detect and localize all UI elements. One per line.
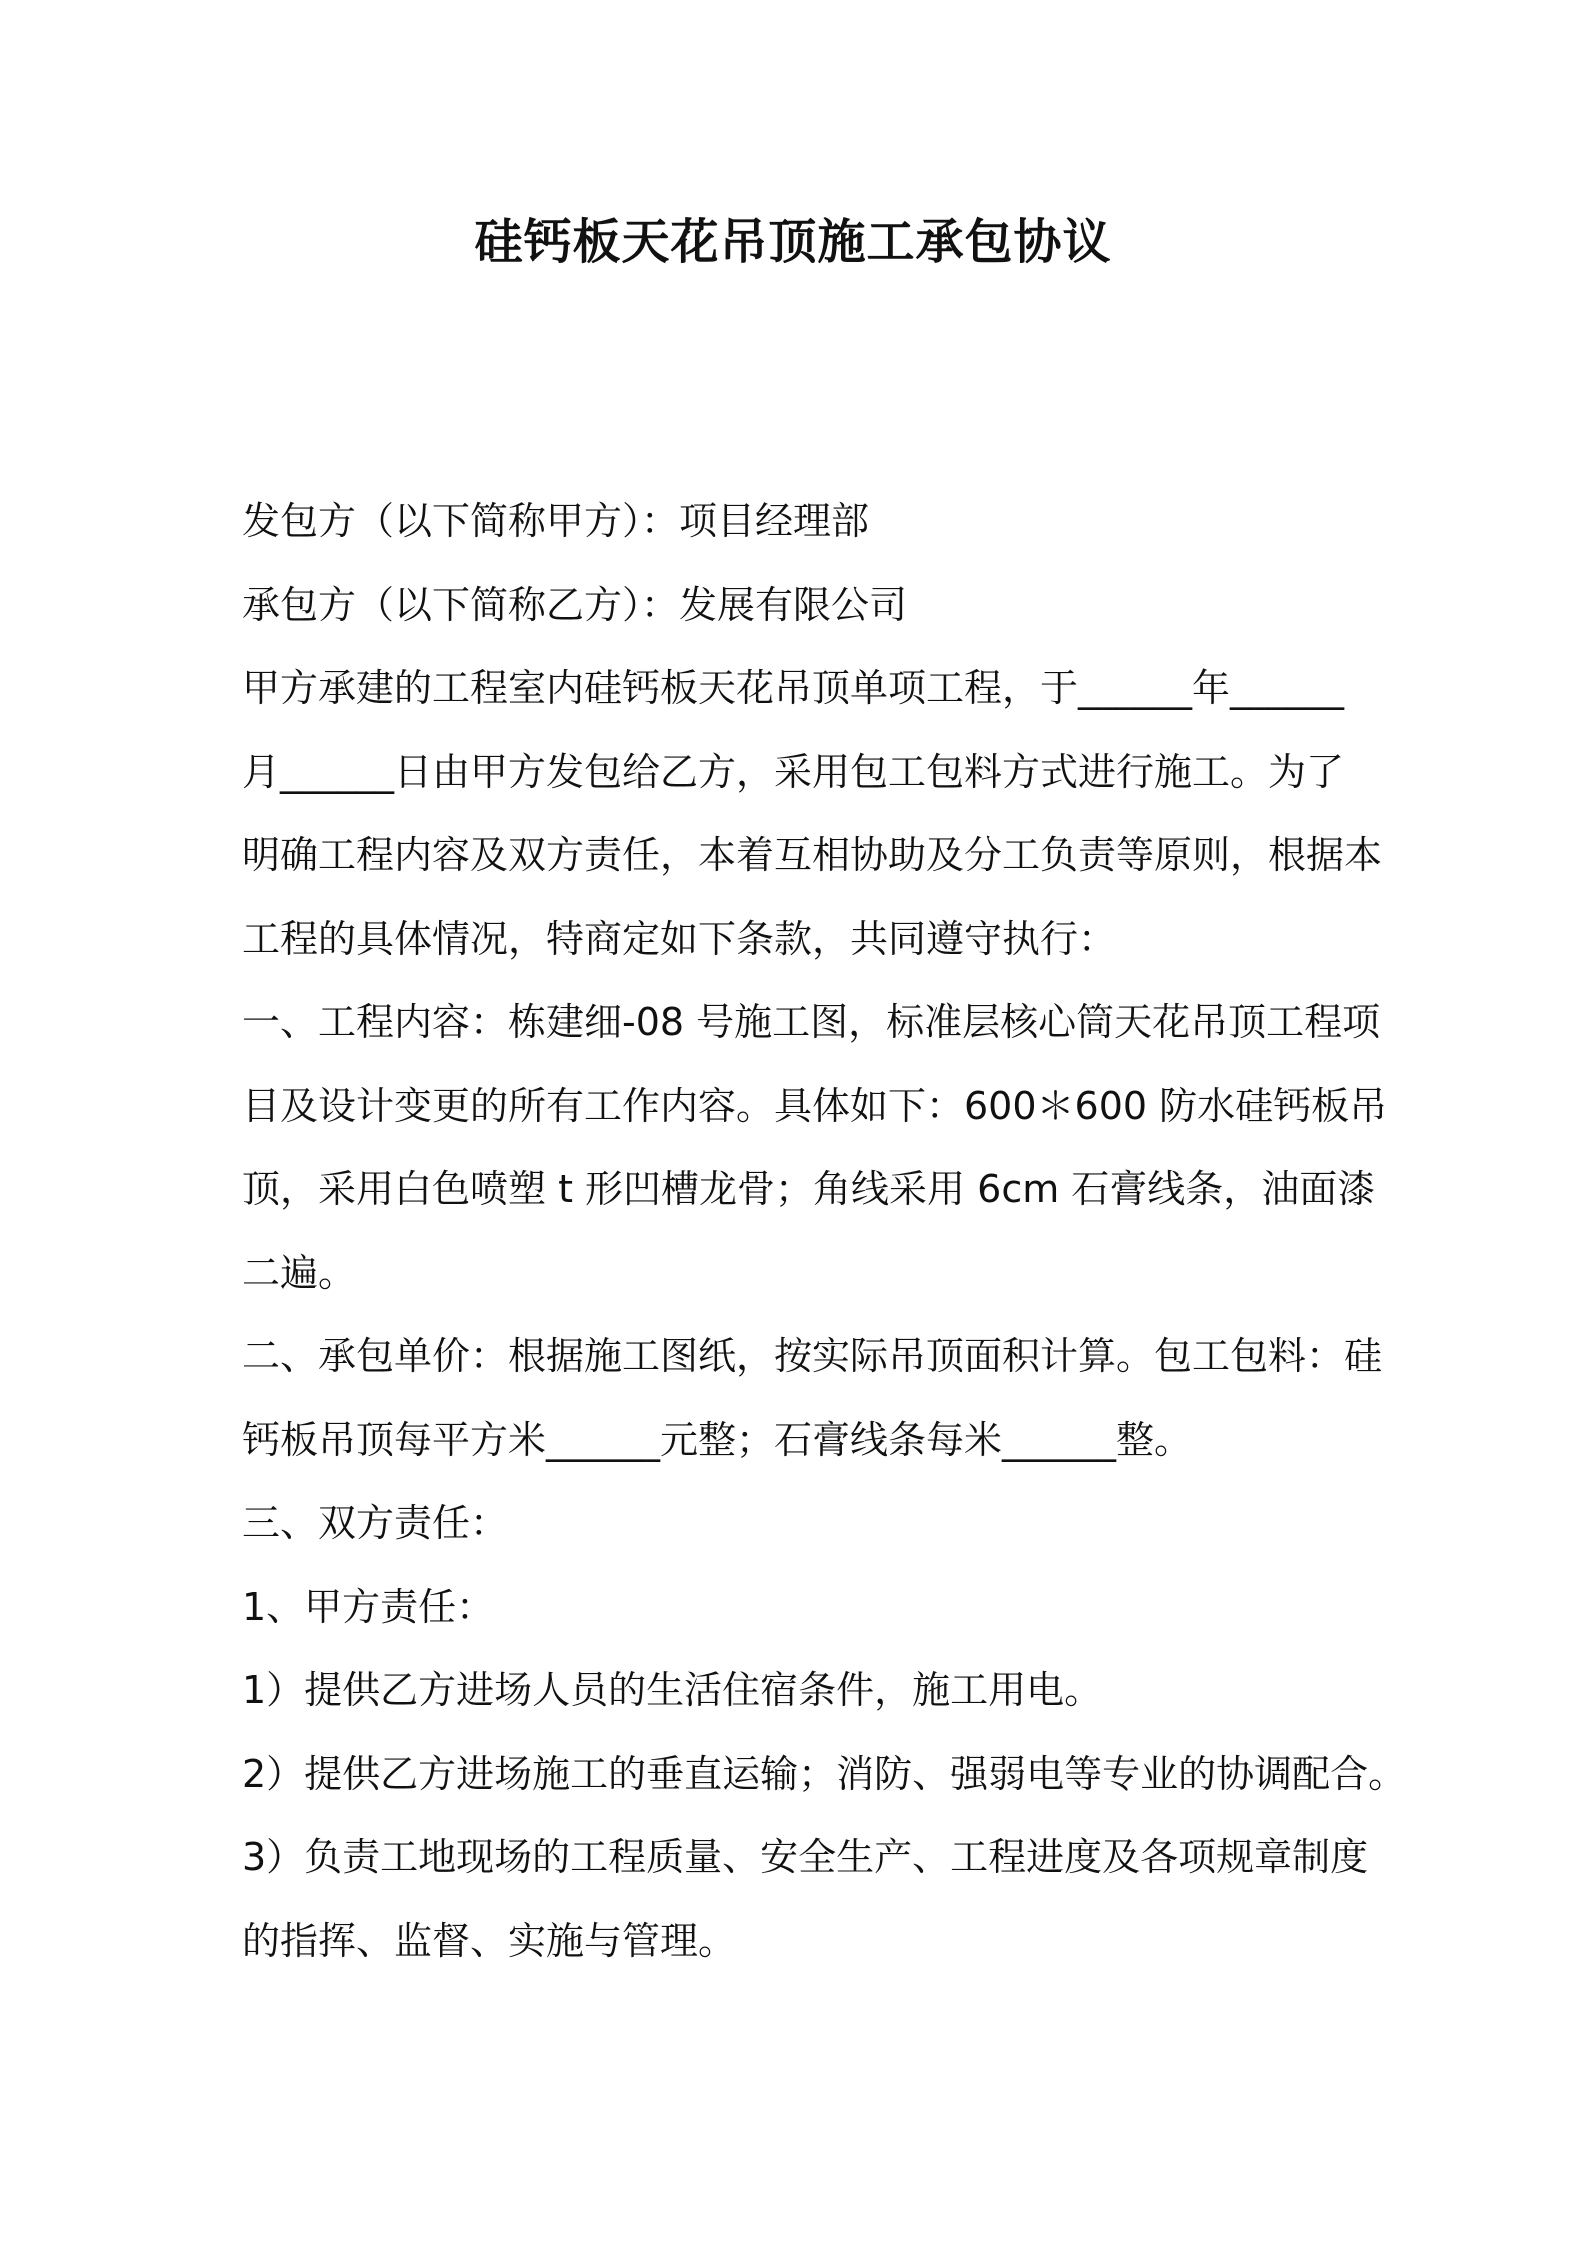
responsibility-item-3-line-2: 的指挥、监督、实施与管理。 (242, 1918, 737, 1963)
clause-3-heading: 三、双方责任： (242, 1501, 509, 1545)
document-title: 硅钙板天花吊顶施工承包协议 (474, 214, 1112, 270)
clause-2-line-1: 二、承包单价：根据施工图纸，按实际吊顶面积计算。包工包料：硅 (242, 1334, 1383, 1378)
party-a-responsibility-heading: 1、甲方责任： (242, 1584, 495, 1629)
responsibility-item-2: 2）提供乙方进场施工的垂直运输；消防、强弱电等专业的协调配合。 (242, 1751, 1407, 1796)
intro-line-1: 甲方承建的工程室内硅钙板天花吊顶单项工程，于______年______ (242, 666, 1345, 710)
party-b-line: 承包方（以下简称乙方）：发展有限公司 (242, 582, 908, 627)
clause-1-line-1: 一、工程内容：栋建细-08 号施工图，标准层核心筒天花吊顶工程项 (242, 1000, 1381, 1044)
clause-1-line-4: 二遍。 (242, 1250, 357, 1295)
party-a-line: 发包方（以下简称甲方）：项目经理部 (242, 499, 870, 543)
clause-1-line-3: 顶，采用白色喷塑 t 形凹槽龙骨；角线采用 6cm 石膏线条，油面漆 (242, 1167, 1376, 1211)
intro-line-4: 工程的具体情况，特商定如下条款，共同遵守执行： (242, 916, 1117, 961)
intro-line-2: 月______日由甲方发包给乙方，采用包工包料方式进行施工。为了 (242, 749, 1345, 794)
clause-1-line-2: 目及设计变更的所有工作内容。具体如下：600＊600 防水硅钙板吊 (242, 1083, 1388, 1128)
responsibility-item-3-line-1: 3）负责工地现场的工程质量、安全生产、工程进度及各项规章制度 (242, 1835, 1369, 1879)
clause-2-line-2: 钙板吊顶每平方米______元整；石膏线条每米______整。 (242, 1417, 1193, 1462)
intro-line-3: 明确工程内容及双方责任，本着互相协助及分工负责等原则，根据本 (242, 833, 1383, 877)
responsibility-item-1: 1）提供乙方进场人员的生活住宿条件，施工用电。 (242, 1668, 1103, 1712)
document-body (242, 490, 1407, 1993)
